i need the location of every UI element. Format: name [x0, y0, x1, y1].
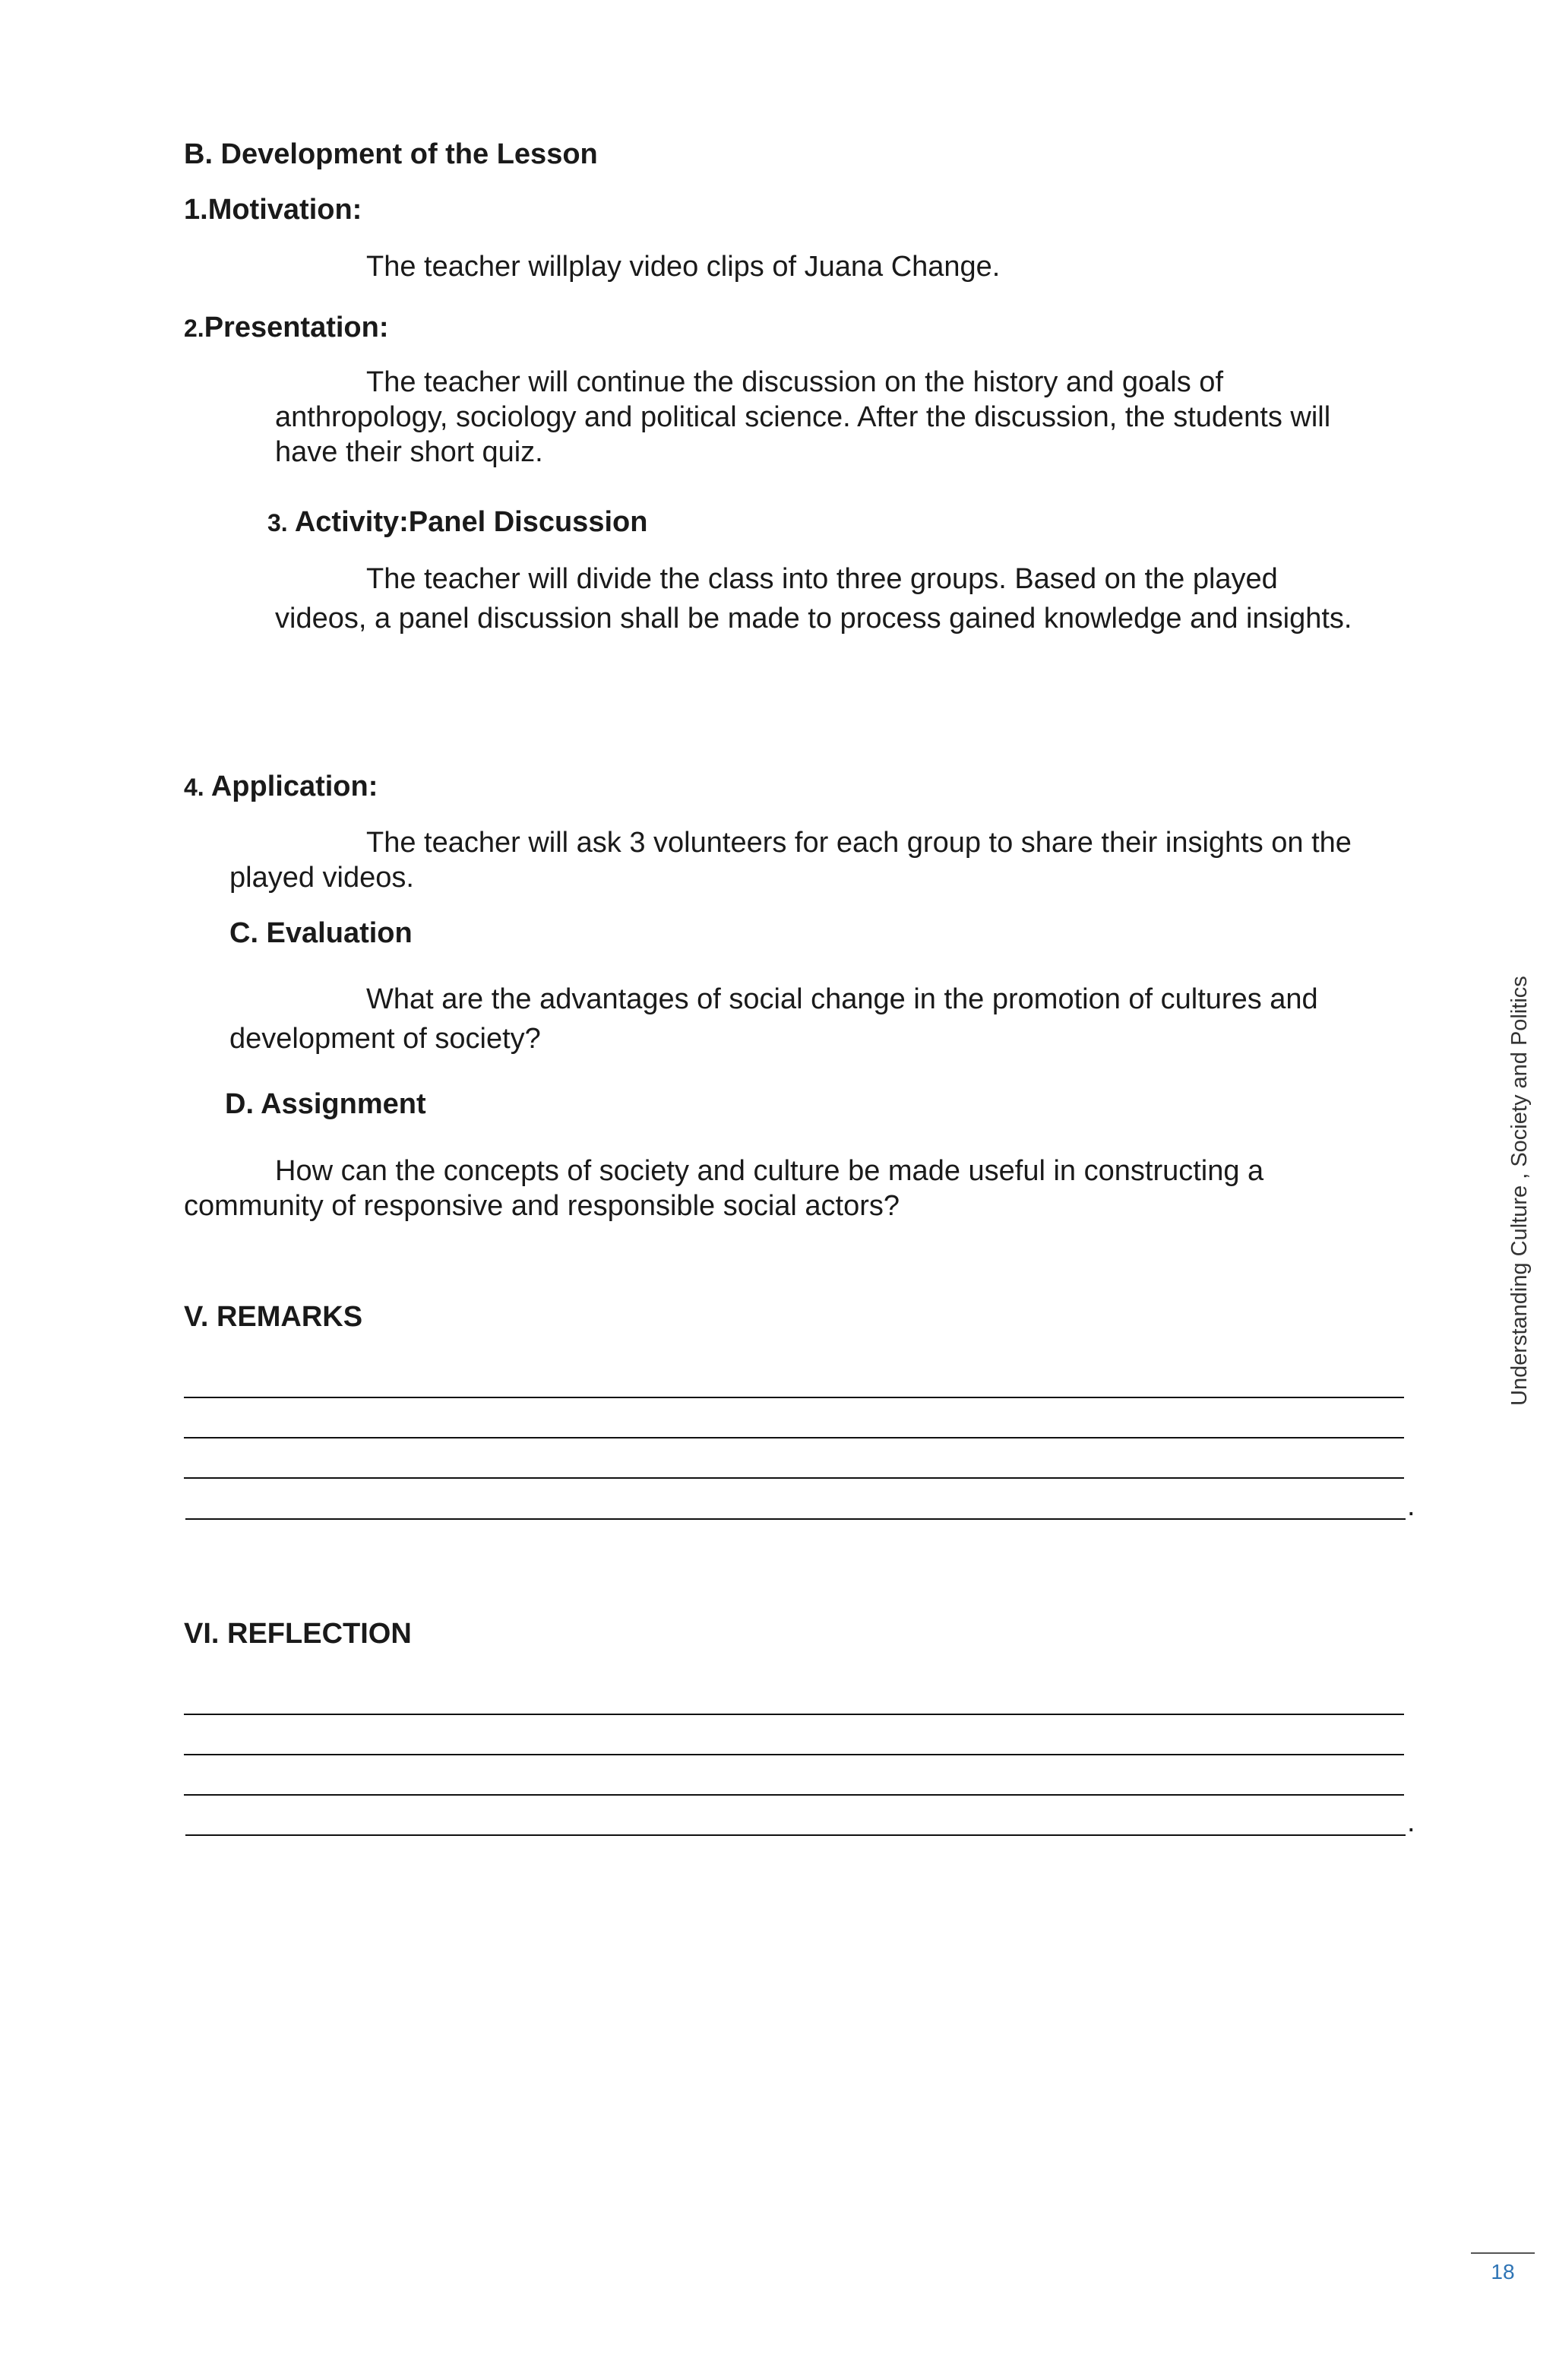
reflection-end-mark: .	[1407, 1806, 1415, 1838]
presentation-paragraph	[275, 365, 1419, 470]
activity-number: 3.	[267, 509, 288, 536]
activity-title: Activity:Panel Discussion	[294, 506, 648, 538]
remarks-blank-line[interactable]	[185, 1518, 1406, 1520]
application-title: Application:	[210, 771, 378, 802]
remarks-blank-line[interactable]	[184, 1397, 1404, 1398]
presentation-line: have their short quiz.	[275, 436, 543, 468]
activity-heading	[267, 505, 647, 540]
reflection-heading: VI. REFLECTION	[184, 1618, 412, 1650]
reflection-blank-line[interactable]	[184, 1754, 1404, 1755]
evaluation-heading: C. Evaluation	[229, 917, 413, 949]
remarks-heading: V. REMARKS	[184, 1301, 363, 1333]
application-line: The teacher will ask 3 volunteers for each group to share their insights on the	[366, 827, 1352, 859]
presentation-line: The teacher will continue the discussion on the history and goals of	[366, 366, 1223, 398]
page-number: 18	[1491, 2260, 1515, 2283]
activity-paragraph	[275, 562, 1412, 636]
sidebar-course-title: Understanding Culture , Society and Politics	[1507, 976, 1532, 1406]
presentation-line: anthropology, sociology and political science. After the discussion, the students will	[275, 401, 1331, 433]
reflection-blank-line[interactable]	[184, 1794, 1404, 1796]
application-number: 4.	[184, 774, 204, 801]
remarks-blank-line[interactable]	[184, 1477, 1404, 1479]
activity-line: The teacher will divide the class into three groups. Based on the played	[366, 563, 1278, 595]
evaluation-line: development of society?	[229, 1023, 541, 1055]
application-paragraph	[229, 825, 1412, 895]
application-line: played videos.	[229, 862, 414, 894]
activity-line: videos, a panel discussion shall be made to process gained knowledge and insights.	[275, 603, 1352, 635]
assignment-line: community of responsive and responsible social actors?	[184, 1190, 900, 1222]
evaluation-paragraph	[229, 982, 1412, 1056]
page-number-rule	[1471, 2252, 1535, 2254]
motivation-text: The teacher willplay video clips of Juana Change.	[366, 251, 1001, 283]
section-heading-development: B. Development of the Lesson	[184, 138, 598, 170]
presentation-heading	[184, 310, 389, 346]
reflection-blank-line[interactable]	[184, 1714, 1404, 1715]
reflection-blank-line[interactable]	[185, 1834, 1406, 1836]
application-heading	[184, 769, 378, 805]
motivation-heading: 1.Motivation:	[184, 194, 362, 226]
presentation-title: Presentation:	[204, 312, 389, 343]
remarks-end-mark: .	[1407, 1490, 1415, 1522]
assignment-heading: D. Assignment	[225, 1088, 426, 1120]
presentation-number: 2.	[184, 315, 204, 342]
assignment-line: How can the concepts of society and culture be made useful in constructing a	[275, 1155, 1264, 1187]
remarks-blank-line[interactable]	[184, 1437, 1404, 1438]
evaluation-line: What are the advantages of social change in the promotion of cultures and	[366, 983, 1318, 1015]
assignment-paragraph	[184, 1154, 1389, 1223]
